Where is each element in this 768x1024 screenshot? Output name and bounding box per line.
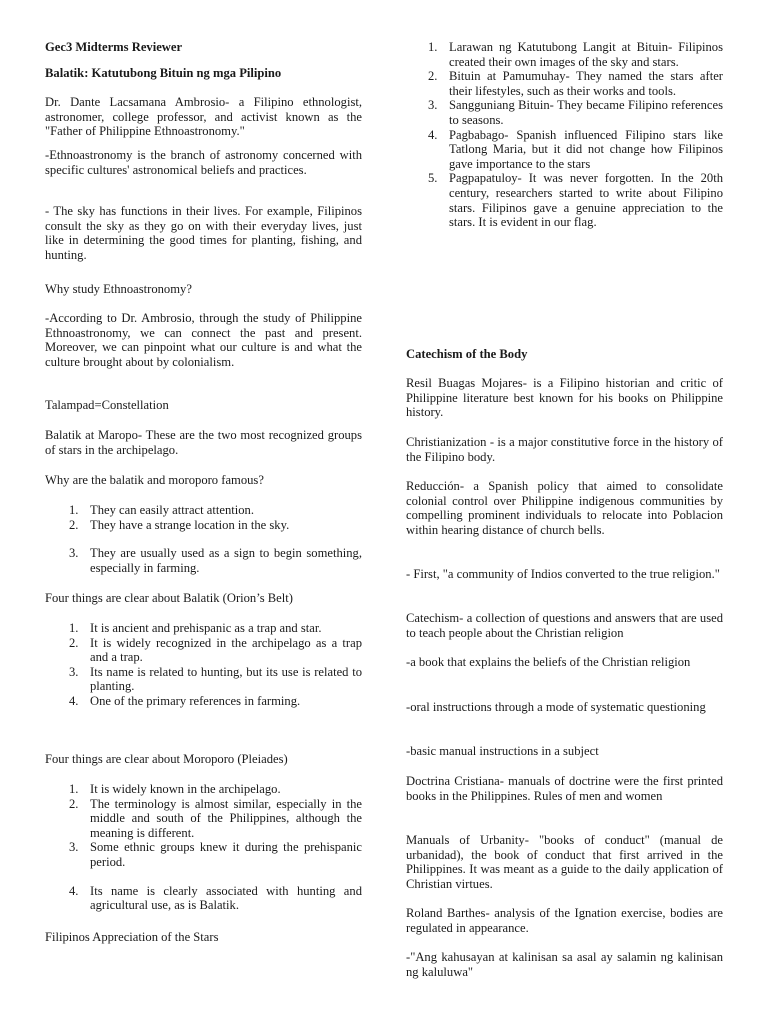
list-item: 1. It is widely known in the archipelago. (69, 782, 281, 796)
paragraph-ethnoastronomy: -Ethnoastronomy is the branch of astronomy concerned with specific cultures' astronomical beliefs and practices. (45, 148, 362, 177)
heading-balatik: Four things are clear about Balatik (Orion’s Belt) (45, 591, 293, 605)
list-item: 5. Pagpapatuloy- It was never forgotten. In the 20th century, researchers started to write about Filipino stars. Filipinos gave a genuine appreciation to the stars. It is evident in our flag. (428, 171, 723, 230)
famous-list (45, 503, 362, 575)
list-item: 4. Its name is clearly associated with hunting and agricultural use, as is Balatik. (69, 883, 362, 913)
balatik-list (45, 621, 362, 709)
question-famous: Why are the balatik and moroporo famous? (45, 473, 264, 487)
document-title: Gec3 Midterms Reviewer (45, 40, 183, 54)
paragraph-mojares: Resil Buagas Mojares- is a Filipino historian and critic of Philippine literature best known for his books on Philippine history. (406, 376, 723, 420)
heading-moroporo: Four things are clear about Moroporo (Pleiades) (45, 752, 288, 766)
list-item: 2. They have a strange location in the sky. (69, 517, 290, 532)
paragraph-basic: -basic manual instructions in a subject (406, 744, 599, 758)
paragraph-catechism-definition: Catechism- a collection of questions and answers that are used to teach people about the Christian religion (406, 611, 723, 640)
paragraph-balatik-maropo: Balatik at Maropo- These are the two most recognized groups of stars in the archipelago. (45, 428, 362, 457)
list-item: 1. Larawan ng Katutubong Langit at Bituin- Filipinos created their own images of the sky and stars. (428, 40, 723, 69)
heading-catechism: Catechism of the Body (406, 347, 528, 361)
paragraph-christianization: Christianization - is a major constitutive force in the history of the Filipino body. (406, 435, 723, 464)
paragraph-talampad: Talampad=Constellation (45, 398, 169, 412)
list-item: 1. They can easily attract attention. (69, 503, 254, 517)
heading-appreciation: Filipinos Appreciation of the Stars (45, 930, 219, 944)
list-item: 3. Its name is related to hunting, but its use is related to planting. (69, 664, 362, 694)
document-subtitle: Balatik: Katutubong Bituin ng mga Pilipino (45, 66, 282, 80)
list-item: 3. Sangguniang Bituin- They became Filipino references to seasons. (428, 98, 723, 127)
paragraph-quote: -"Ang kahusayan at kalinisan sa asal ay salamin ng kalinisan ng kaluluwa" (406, 950, 723, 979)
paragraph-urbanity: Manuals of Urbanity- "books of conduct" (manual de urbanidad), the book of conduct that first arrived in the Philippines. It was meant as a guide to the daily application of Christian virtues. (406, 833, 723, 891)
paragraph-according: -According to Dr. Ambrosio, through the study of Philippine Ethnoastronomy, we can connect the past and present. Moreover, we can pinpoint what our culture is and what the culture brought about by colonialism. (45, 311, 362, 369)
list-item: 4. One of the primary references in farming. (69, 693, 301, 708)
question-why-study: Why study Ethnoastronomy? (45, 282, 192, 296)
paragraph-sky-functions: - The sky has functions in their lives. For example, Filipinos consult the sky as they go on with their everyday lives, just like in determining the good times for planting, fishing, and hunting. (45, 204, 362, 262)
list-item: 2. The terminology is almost similar, especially in the middle and south of the Philippines, although the meaning is different. (69, 796, 362, 840)
list-item: 3. They are usually used as a sign to begin something, especially in farming. (69, 546, 362, 575)
list-item: 3. Some ethnic groups knew it during the prehispanic period. (69, 840, 362, 869)
list-item: 4. Pagbabago- Spanish influenced Filipino stars like Tatlong Maria, but it did not change how Filipinos gave importance to the stars (428, 127, 723, 171)
paragraph-oral: -oral instructions through a mode of systematic questioning (406, 700, 706, 714)
paragraph-first: - First, "a community of Indios converted to the true religion." (406, 567, 720, 581)
paragraph-book: -a book that explains the beliefs of the Christian religion (406, 655, 691, 669)
paragraph-doctrina: Doctrina Cristiana- manuals of doctrine were the first printed books in the Philippines. Rules of men and women (406, 774, 723, 803)
list-item: 1. It is ancient and prehispanic as a trap and star. (69, 621, 322, 635)
list-item: 2. It is widely recognized in the archipelago as a trap and a trap. (69, 635, 362, 665)
appreciation-list (406, 40, 723, 230)
paragraph-barthes: Roland Barthes- analysis of the Ignation exercise, bodies are regulated in appearance. (406, 906, 723, 935)
moroporo-list (45, 782, 362, 913)
paragraph-ambrosio: Dr. Dante Lacsamana Ambrosio- a Filipino ethnologist, astronomer, college professor, and activist known as the "Father of Philippine Ethnoastronomy." (45, 95, 362, 139)
list-item: 2. Bituin at Pamumuhay- They named the stars after their lifestyles, such as their works and tools. (428, 69, 723, 98)
paragraph-reduccion: Reducción- a Spanish policy that aimed to consolidate colonial control over Philippine indigenous communities by compelling prominent individuals to relocate into Poblacion within hearing distance of church bells. (406, 479, 723, 537)
